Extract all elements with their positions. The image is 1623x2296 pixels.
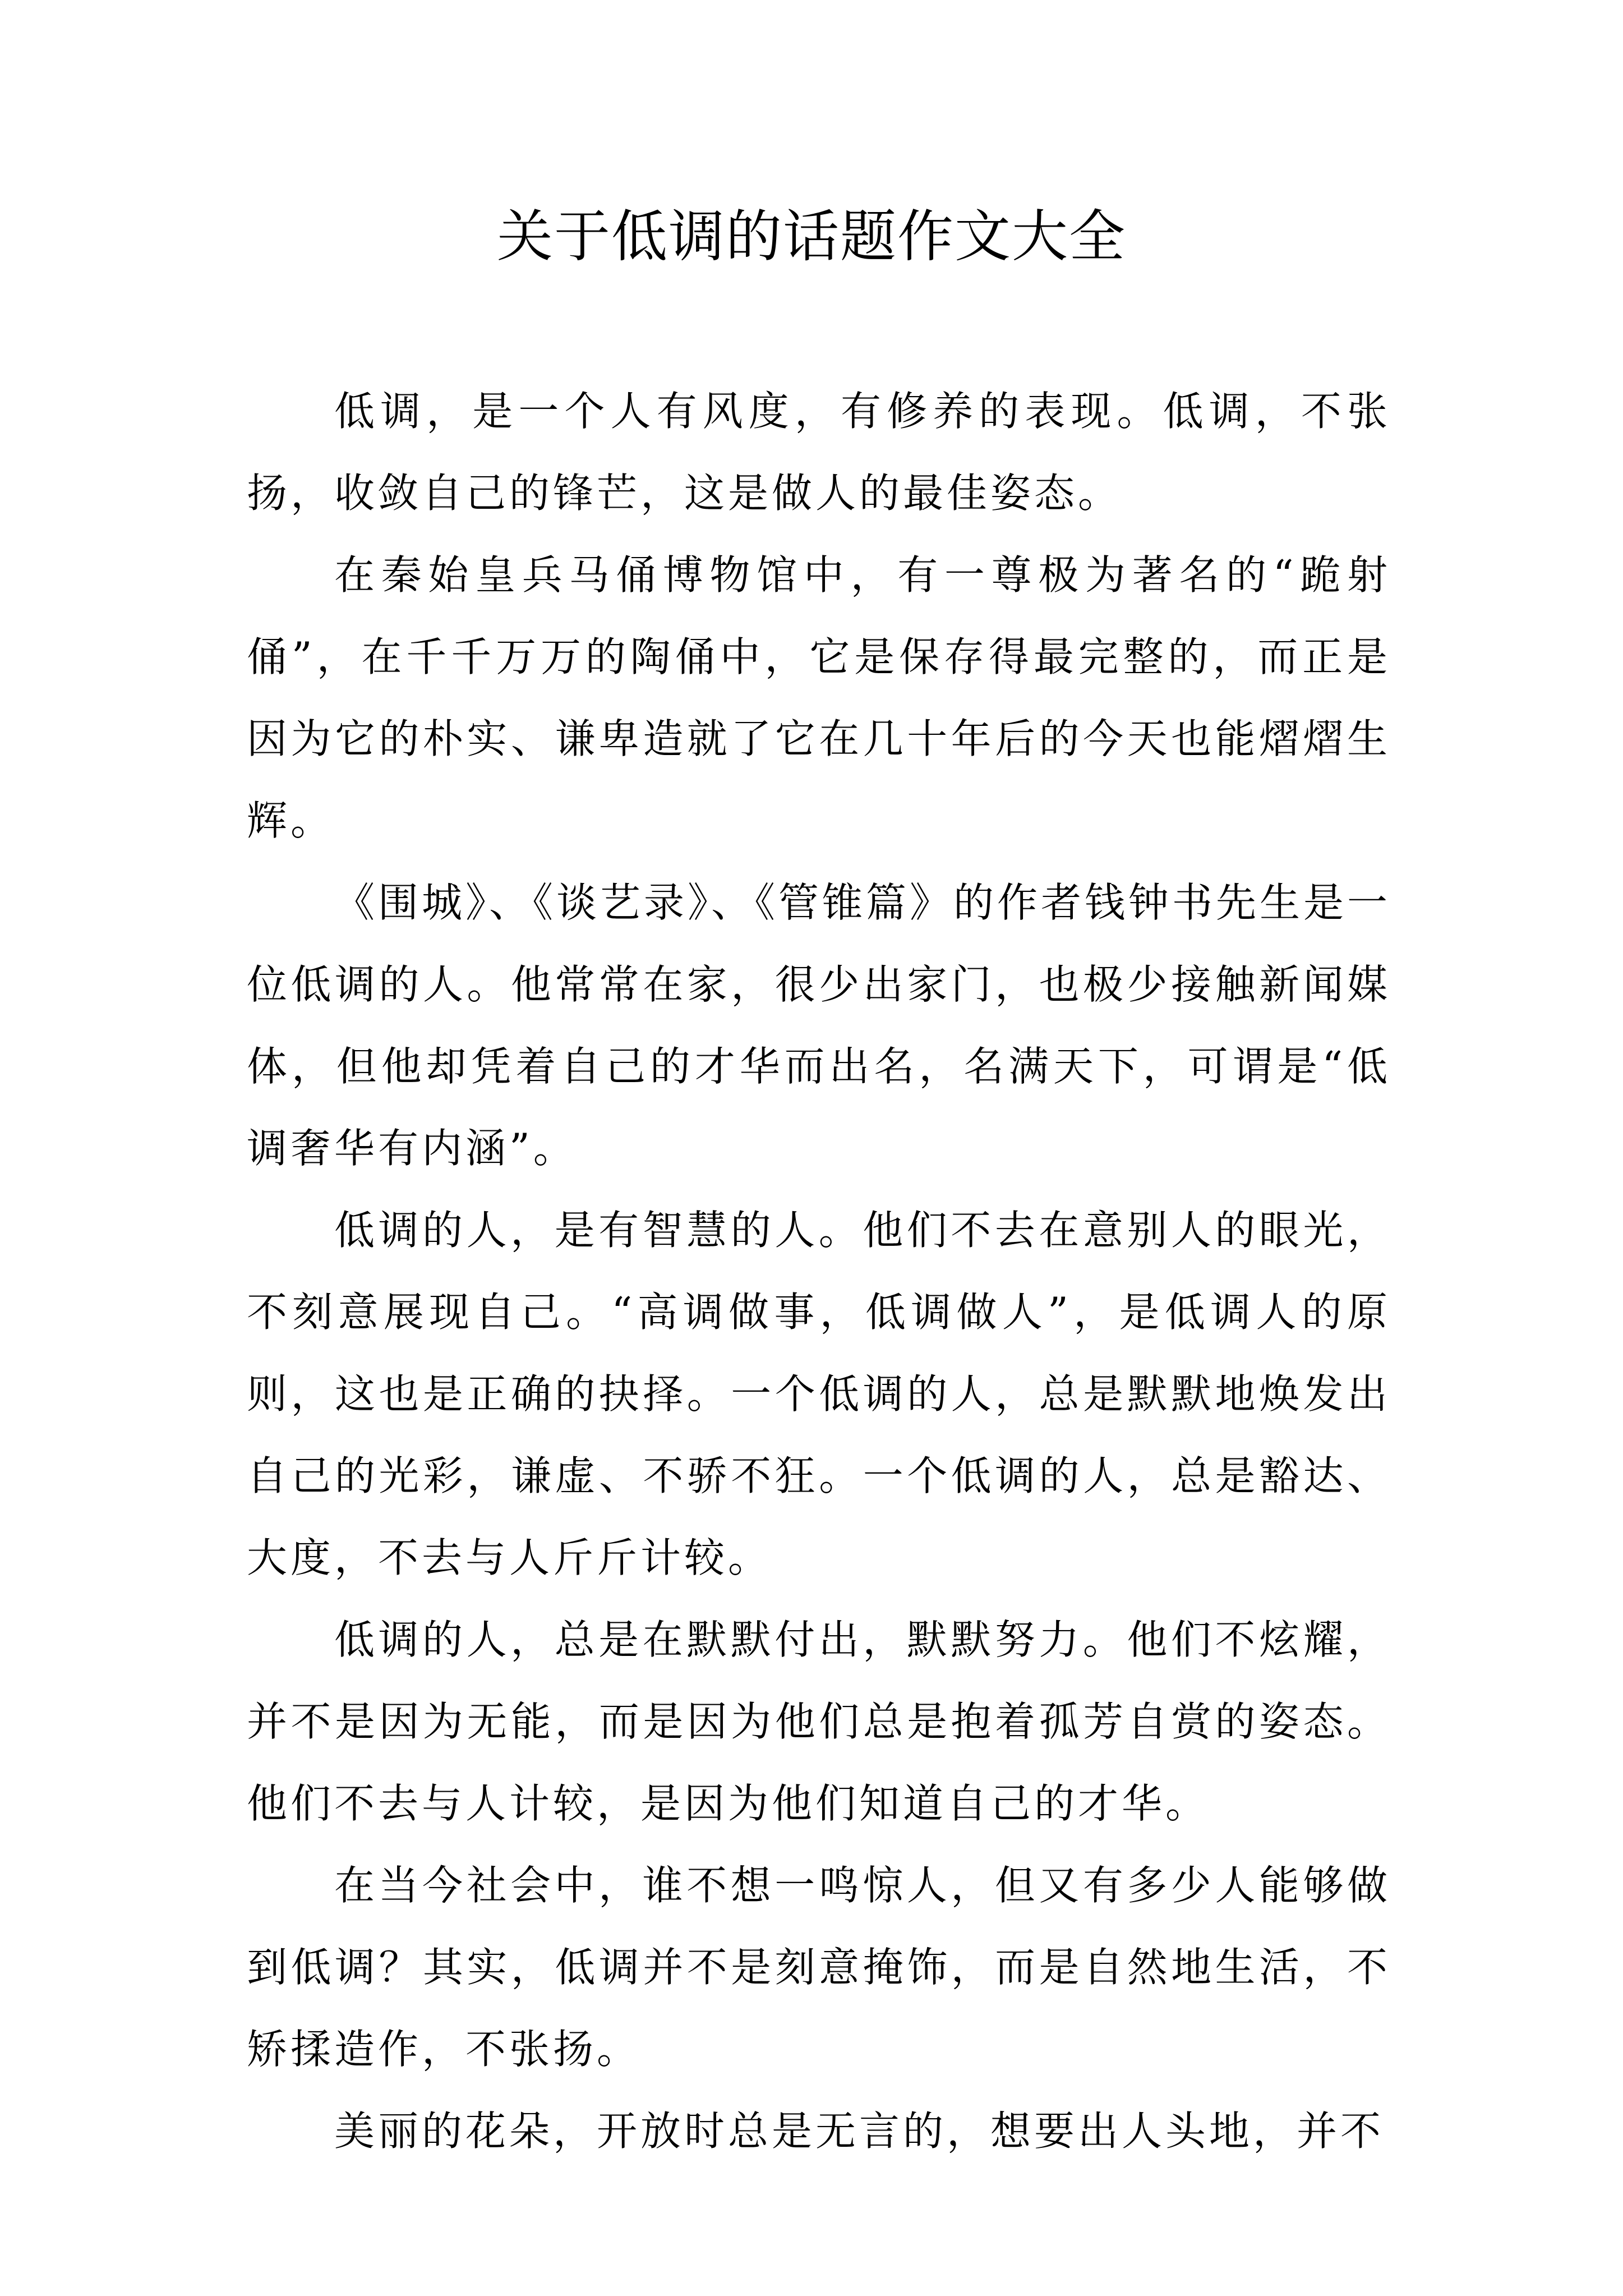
paragraph: 在当今社会中，谁不想一鸣惊人，但又有多少人能够做到低调？其实，低调并不是刻意掩饰，而是自然地生活，不矫揉造作，不张扬。	[247, 1862, 1391, 2073]
paragraph: 低调的人，总是在默默付出，默默努力。他们不炫耀，并不是因为无能，而是因为他们总是抱着孤芳自赏的姿态。他们不去与人计较，是因为他们知道自己的才华。	[247, 1616, 1391, 1827]
paragraph: 低调的人，是有智慧的人。他们不去在意别人的眼光，不刻意展现自己。“高调做事，低调做人”，是低调人的原则，这也是正确的抉择。一个低调的人，总是默默地焕发出自己的光彩，谦虚、不骄不狂。一个低调的人，总是豁达、大度，不去与人斤斤计较。	[247, 1207, 1391, 1581]
paragraph: 美丽的花朵，开放时总是无言的，想要出人头地，并不	[334, 2108, 1385, 2155]
paragraph: 在秦始皇兵马俑博物馆中，有一尊极为著名的“跪射俑”，在千千万万的陶俑中，它是保存得最完整的，而正是因为它的朴实、谦卑造就了它在几十年后的今天也能熠熠生辉。	[247, 551, 1391, 844]
document-title: 关于低调的话题作文大全	[497, 204, 1126, 269]
document-body	[247, 370, 1391, 2172]
paragraph: 低调，是一个人有风度，有修养的表现。低调，不张扬，收敛自己的锋芒，这是做人的最佳姿态。	[247, 388, 1391, 517]
paragraph: 《围城》、《谈艺录》、《管锥篇》的作者钱钟书先生是一位低调的人。他常常在家，很少出家门，也极少接触新闻媒体，但他却凭着自己的才华而出名，名满天下，可谓是“低调奢华有内涵”。	[247, 879, 1391, 1172]
